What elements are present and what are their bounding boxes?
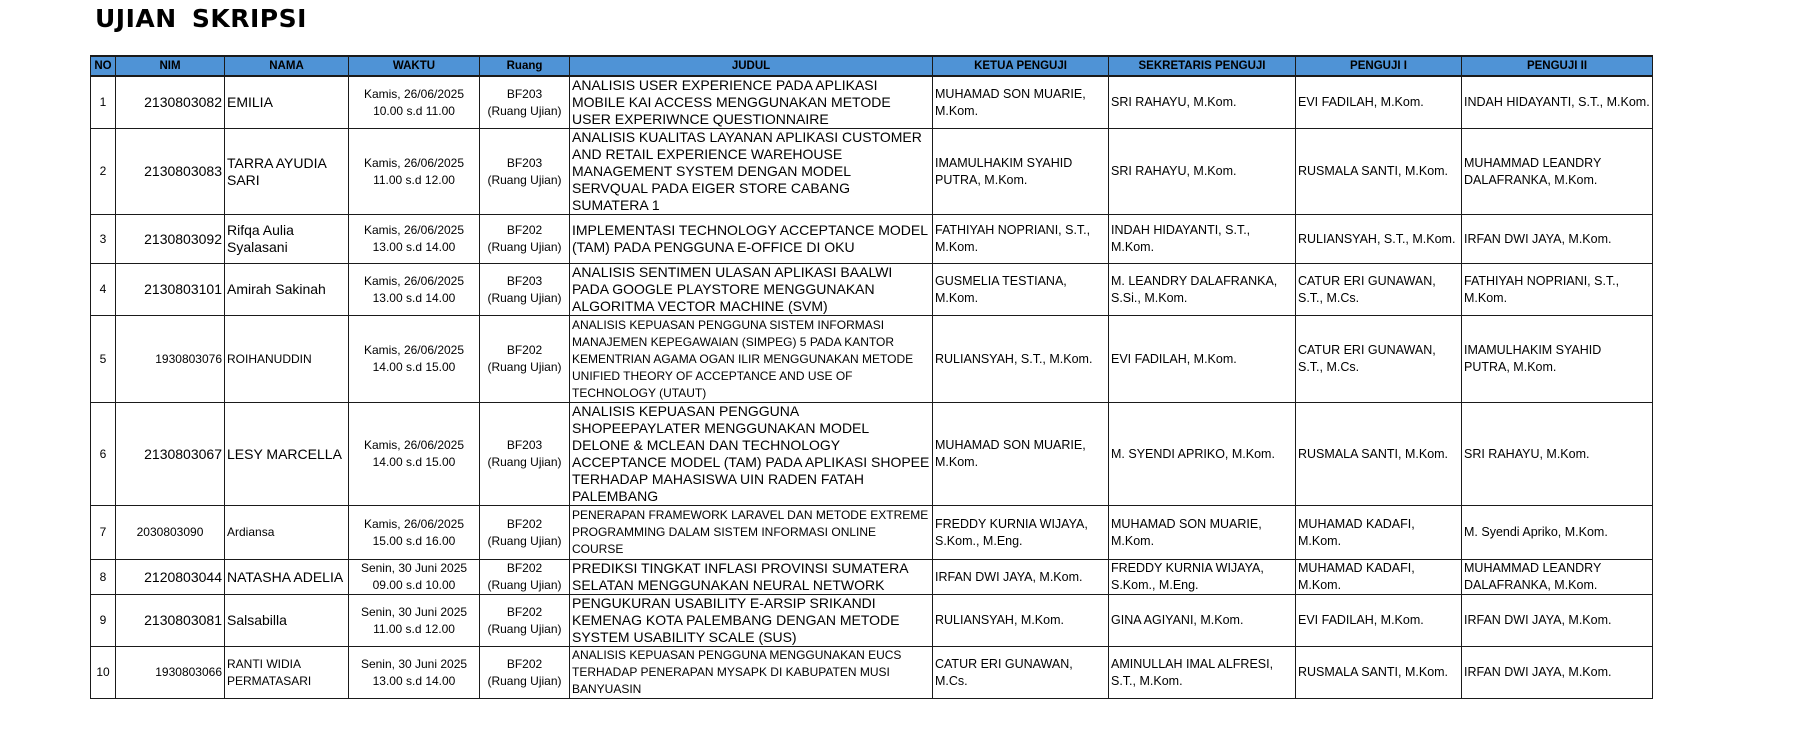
waktu-day: Kamis, 26/06/2025 — [363, 516, 465, 531]
cell-judul: IMPLEMENTASI TECHNOLOGY ACCEPTANCE MODEL (TAM) PADA PENGGUNA E-OFFICE DI OKU — [570, 215, 933, 264]
table-row — [91, 215, 1653, 264]
ruang-label: (Ruang Ujian) — [487, 621, 562, 636]
cell-judul: PENGUKURAN USABILITY E-ARSIP SRIKANDI KEMENAG KOTA PALEMBANG DENGAN METODE SYSTEM USABILITY SCALE (SUS) — [570, 595, 933, 647]
cell-nama: Rifqa Aulia Syalasani — [225, 215, 349, 264]
cell-penguji-1: MUHAMAD KADAFI, M.Kom. — [1296, 506, 1462, 560]
cell-ketua-penguji: RULIANSYAH, S.T., M.Kom. — [933, 316, 1109, 403]
cell-penguji-1: CATUR ERI GUNAWAN, S.T., M.Cs. — [1296, 264, 1462, 316]
cell-nim: 2130803082 — [116, 76, 225, 129]
cell-penguji-2: SRI RAHAYU, M.Kom. — [1462, 403, 1653, 506]
cell-nama: Amirah Sakinah — [225, 264, 349, 316]
cell-nama: TARRA AYUDIA SARI — [225, 129, 349, 215]
ruang-code: BF202 — [506, 516, 543, 531]
cell-sekretaris-penguji: EVI FADILAH, M.Kom. — [1109, 316, 1296, 403]
cell-penguji-1: RUSMALA SANTI, M.Kom. — [1296, 403, 1462, 506]
cell-penguji-1: RUSMALA SANTI, M.Kom. — [1296, 647, 1462, 699]
cell-nim: 2130803101 — [116, 264, 225, 316]
cell-sekretaris-penguji: FREDDY KURNIA WIJAYA, S.Kom., M.Eng. — [1109, 560, 1296, 595]
cell-waktu — [349, 560, 480, 595]
ruang-label: (Ruang Ujian) — [487, 172, 562, 187]
cell-nama: LESY MARCELLA — [225, 403, 349, 506]
cell-ketua-penguji: IRFAN DWI JAYA, M.Kom. — [933, 560, 1109, 595]
ruang-label: (Ruang Ujian) — [487, 103, 562, 118]
waktu-time: 15.00 s.d 16.00 — [372, 533, 456, 548]
cell-no: 1 — [91, 76, 116, 129]
cell-no: 3 — [91, 215, 116, 264]
column-header-judul: JUDUL — [570, 56, 933, 76]
cell-ketua-penguji: GUSMELIA TESTIANA, M.Kom. — [933, 264, 1109, 316]
cell-waktu — [349, 506, 480, 560]
cell-penguji-2: FATHIYAH NOPRIANI, S.T., M.Kom. — [1462, 264, 1653, 316]
cell-penguji-1: MUHAMAD KADAFI, M.Kom. — [1296, 560, 1462, 595]
waktu-time: 13.00 s.d 14.00 — [372, 240, 456, 254]
cell-nama: EMILIA — [225, 76, 349, 129]
cell-ketua-penguji: FREDDY KURNIA WIJAYA, S.Kom., M.Eng. — [933, 506, 1109, 560]
cell-nama: Salsabilla — [225, 595, 349, 647]
waktu-day: Senin, 30 Juni 2025 — [360, 561, 468, 575]
waktu-day: Senin, 30 Juni 2025 — [360, 656, 468, 671]
cell-waktu — [349, 76, 480, 129]
cell-no: 2 — [91, 129, 116, 215]
column-header-penguji-2: PENGUJI II — [1462, 56, 1653, 76]
cell-waktu — [349, 403, 480, 506]
waktu-time: 09.00 s.d 10.00 — [372, 578, 456, 592]
page-title: UJIAN SKRIPSI — [95, 4, 307, 33]
cell-penguji-1: RUSMALA SANTI, M.Kom. — [1296, 129, 1462, 215]
column-header-nama: NAMA — [225, 56, 349, 76]
cell-no: 4 — [91, 264, 116, 316]
table-header-row — [91, 56, 1653, 76]
cell-ruang — [480, 264, 570, 316]
cell-nama: ROIHANUDDIN — [225, 316, 349, 403]
cell-nama: Ardiansa — [225, 506, 349, 560]
cell-waktu — [349, 215, 480, 264]
ruang-label: (Ruang Ujian) — [487, 290, 562, 305]
cell-penguji-2: IRFAN DWI JAYA, M.Kom. — [1462, 595, 1653, 647]
cell-penguji-2: IRFAN DWI JAYA, M.Kom. — [1462, 215, 1653, 264]
table-row — [91, 595, 1653, 647]
ruang-code: BF203 — [506, 438, 543, 452]
cell-penguji-2: IMAMULHAKIM SYAHID PUTRA, M.Kom. — [1462, 316, 1653, 403]
ruang-code: BF202 — [506, 343, 543, 357]
cell-nim: 1930803066 — [116, 647, 225, 699]
cell-sekretaris-penguji: M. SYENDI APRIKO, M.Kom. — [1109, 403, 1296, 506]
cell-penguji-2: INDAH HIDAYANTI, S.T., M.Kom. — [1462, 76, 1653, 129]
cell-ketua-penguji: MUHAMAD SON MUARIE, M.Kom. — [933, 76, 1109, 129]
cell-no: 8 — [91, 560, 116, 595]
waktu-time: 10.00 s.d 11.00 — [373, 103, 455, 118]
cell-ruang — [480, 215, 570, 264]
cell-sekretaris-penguji: GINA AGIYANI, M.Kom. — [1109, 595, 1296, 647]
waktu-time: 13.00 s.d 14.00 — [372, 290, 456, 305]
table-row — [91, 560, 1653, 595]
cell-judul: PREDIKSI TINGKAT INFLASI PROVINSI SUMATERA SELATAN MENGGUNAKAN NEURAL NETWORK — [570, 560, 933, 595]
waktu-day: Kamis, 26/06/2025 — [363, 273, 465, 288]
cell-judul: ANALISIS KEPUASAN PENGGUNA SISTEM INFORMASI MANAJEMEN KEPEGAWAIAN (SIMPEG) 5 PADA KANTOR KEMENTRIAN AGAMA OGAN ILIR MENGGUNAKAN METODE UNIFIED THEORY OF ACCEPTANCE AND USE OF TECHNOLOGY (UTAUT) — [570, 316, 933, 403]
waktu-time: 13.00 s.d 14.00 — [372, 673, 456, 688]
cell-nim: 1930803076 — [116, 316, 225, 403]
cell-judul: ANALISIS USER EXPERIENCE PADA APLIKASI MOBILE KAI ACCESS MENGGUNAKAN METODE USER EXPERIWNCE QUESTIONNAIRE — [570, 76, 933, 129]
cell-no: 9 — [91, 595, 116, 647]
cell-penguji-2: MUHAMMAD LEANDRY DALAFRANKA, M.Kom. — [1462, 129, 1653, 215]
ruang-code: BF202 — [506, 604, 543, 619]
table-row — [91, 264, 1653, 316]
cell-penguji-1: RULIANSYAH, S.T., M.Kom. — [1296, 215, 1462, 264]
ruang-code: BF203 — [506, 86, 543, 101]
cell-sekretaris-penguji: M. LEANDRY DALAFRANKA, S.Si., M.Kom. — [1109, 264, 1296, 316]
cell-nim: 2130803092 — [116, 215, 225, 264]
ruang-label: (Ruang Ujian) — [487, 240, 562, 254]
cell-judul: PENERAPAN FRAMEWORK LARAVEL DAN METODE EXTREME PROGRAMMING DALAM SISTEM INFORMASI ONLINE COURSE — [570, 506, 933, 560]
column-header-waktu: WAKTU — [349, 56, 480, 76]
waktu-day: Kamis, 26/06/2025 — [363, 438, 465, 452]
column-header-nim: NIM — [116, 56, 225, 76]
waktu-day: Kamis, 26/06/2025 — [363, 223, 465, 237]
cell-nim: 2130803067 — [116, 403, 225, 506]
cell-sekretaris-penguji: SRI RAHAYU, M.Kom. — [1109, 76, 1296, 129]
column-header-no: NO — [91, 56, 116, 76]
cell-penguji-2: IRFAN DWI JAYA, M.Kom. — [1462, 647, 1653, 699]
cell-judul: ANALISIS KUALITAS LAYANAN APLIKASI CUSTOMER AND RETAIL EXPERIENCE WAREHOUSE MANAGEMENT SYSTEM DENGAN MODEL SERVQUAL PADA EIGER STORE CABANG SUMATERA 1 — [570, 129, 933, 215]
cell-penguji-1: EVI FADILAH, M.Kom. — [1296, 595, 1462, 647]
cell-judul: ANALISIS KEPUASAN PENGGUNA SHOPEEPAYLATER MENGGUNAKAN MODEL DELONE & MCLEAN DAN TECHNOLOGY ACCEPTANCE MODEL (TAM) PADA APLIKASI SHOPEE TERHADAP MAHASISWA UIN RADEN FATAH PALEMBANG — [570, 403, 933, 506]
cell-ruang — [480, 76, 570, 129]
cell-nim: 2030803090 — [116, 506, 225, 560]
column-header-ketua-penguji: KETUA PENGUJI — [933, 56, 1109, 76]
cell-penguji-1: EVI FADILAH, M.Kom. — [1296, 76, 1462, 129]
ruang-code: BF203 — [506, 273, 543, 288]
cell-no: 5 — [91, 316, 116, 403]
cell-ruang — [480, 560, 570, 595]
cell-no: 10 — [91, 647, 116, 699]
waktu-time: 14.00 s.d 15.00 — [372, 360, 456, 374]
cell-ketua-penguji: CATUR ERI GUNAWAN, M.Cs. — [933, 647, 1109, 699]
table-row — [91, 129, 1653, 215]
waktu-time: 11.00 s.d 12.00 — [373, 621, 455, 636]
cell-waktu — [349, 647, 480, 699]
cell-penguji-1: CATUR ERI GUNAWAN, S.T., M.Cs. — [1296, 316, 1462, 403]
cell-nama: RANTI WIDIA PERMATASARI — [225, 647, 349, 699]
cell-penguji-2: MUHAMMAD LEANDRY DALAFRANKA, M.Kom. — [1462, 560, 1653, 595]
cell-waktu — [349, 264, 480, 316]
waktu-day: Kamis, 26/06/2025 — [363, 155, 465, 170]
column-header-penguji-1: PENGUJI I — [1296, 56, 1462, 76]
cell-no: 6 — [91, 403, 116, 506]
cell-ketua-penguji: RULIANSYAH, M.Kom. — [933, 595, 1109, 647]
cell-nim: 2130803083 — [116, 129, 225, 215]
ruang-label: (Ruang Ujian) — [487, 673, 562, 688]
cell-nim: 2130803081 — [116, 595, 225, 647]
ruang-label: (Ruang Ujian) — [487, 533, 562, 548]
ruang-label: (Ruang Ujian) — [487, 578, 562, 592]
table-row — [91, 647, 1653, 699]
waktu-time: 14.00 s.d 15.00 — [372, 455, 456, 469]
cell-sekretaris-penguji: SRI RAHAYU, M.Kom. — [1109, 129, 1296, 215]
table-row — [91, 403, 1653, 506]
cell-no: 7 — [91, 506, 116, 560]
cell-waktu — [349, 595, 480, 647]
cell-nama: NATASHA ADELIA — [225, 560, 349, 595]
ruang-code: BF202 — [506, 656, 543, 671]
waktu-time: 11.00 s.d 12.00 — [373, 172, 455, 187]
cell-judul: ANALISIS KEPUASAN PENGGUNA MENGGUNAKAN EUCS TERHADAP PENERAPAN MYSAPK DI KABUPATEN MUSI BANYUASIN — [570, 647, 933, 699]
cell-ruang — [480, 506, 570, 560]
exam-schedule-table — [90, 55, 1653, 699]
table-row — [91, 76, 1653, 129]
cell-waktu — [349, 129, 480, 215]
waktu-day: Kamis, 26/06/2025 — [363, 86, 465, 101]
column-header-ruang: Ruang — [480, 56, 570, 76]
ruang-label: (Ruang Ujian) — [487, 455, 562, 469]
waktu-day: Senin, 30 Juni 2025 — [360, 604, 468, 619]
cell-ruang — [480, 403, 570, 506]
column-header-sekretaris-penguji: SEKRETARIS PENGUJI — [1109, 56, 1296, 76]
cell-ketua-penguji: FATHIYAH NOPRIANI, S.T., M.Kom. — [933, 215, 1109, 264]
cell-sekretaris-penguji: MUHAMAD SON MUARIE, M.Kom. — [1109, 506, 1296, 560]
cell-penguji-2: M. Syendi Apriko, M.Kom. — [1462, 506, 1653, 560]
table-row — [91, 316, 1653, 403]
cell-sekretaris-penguji: AMINULLAH IMAL ALFRESI, S.T., M.Kom. — [1109, 647, 1296, 699]
ruang-code: BF202 — [506, 223, 543, 237]
cell-ketua-penguji: IMAMULHAKIM SYAHID PUTRA, M.Kom. — [933, 129, 1109, 215]
table-row — [91, 506, 1653, 560]
cell-ruang — [480, 647, 570, 699]
cell-nim: 2120803044 — [116, 560, 225, 595]
cell-waktu — [349, 316, 480, 403]
cell-ruang — [480, 595, 570, 647]
ruang-code: BF203 — [506, 155, 543, 170]
cell-sekretaris-penguji: INDAH HIDAYANTI, S.T., M.Kom. — [1109, 215, 1296, 264]
cell-ruang — [480, 129, 570, 215]
ruang-label: (Ruang Ujian) — [487, 360, 562, 374]
ruang-code: BF202 — [506, 561, 543, 575]
waktu-day: Kamis, 26/06/2025 — [363, 343, 465, 357]
cell-ruang — [480, 316, 570, 403]
cell-judul: ANALISIS SENTIMEN ULASAN APLIKASI BAALWI PADA GOOGLE PLAYSTORE MENGGUNAKAN ALGORITMA VECTOR MACHINE (SVM) — [570, 264, 933, 316]
cell-ketua-penguji: MUHAMAD SON MUARIE, M.Kom. — [933, 403, 1109, 506]
